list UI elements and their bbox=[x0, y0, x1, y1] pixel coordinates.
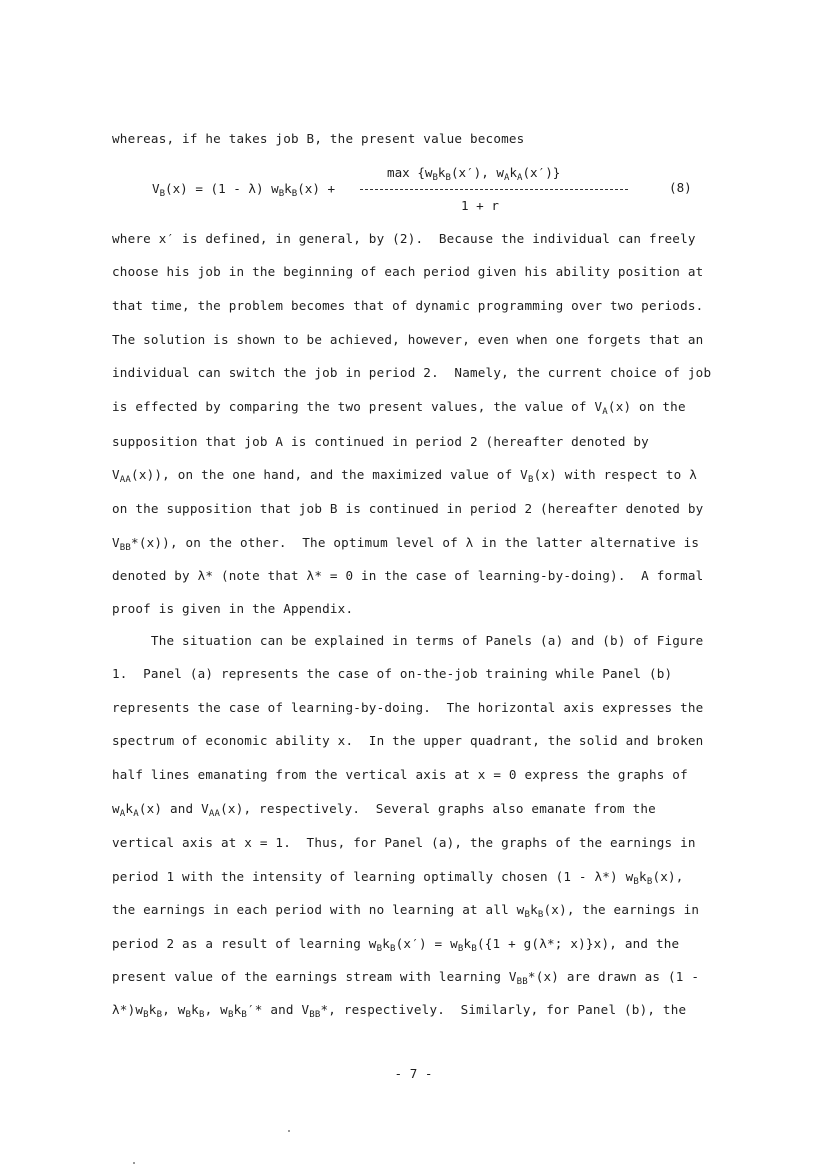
text-line: half lines emanating from the vertical axis at x = 0 express the graphs of bbox=[112, 767, 688, 782]
fraction-bar bbox=[360, 189, 628, 190]
text-line: vertical axis at x = 1. Thus, for Panel (a), the graphs of the earnings in bbox=[112, 835, 696, 850]
text-line: whereas, if he takes job B, the present value becomes bbox=[112, 131, 525, 146]
text-line: that time, the problem becomes that of dynamic programming over two periods. bbox=[112, 298, 704, 313]
text-line: $V_{BB}*(x)$), on the other. The optimum level of λ in the latter alternative is bbox=[112, 535, 700, 553]
text-line: on the supposition that job B is continued in period 2 (hereafter denoted by bbox=[112, 501, 704, 516]
text-line: period 2 as a result of learning $w_Bk_B(x') = w_Bk_B(\{1 + g(\lambda*$; x)}x), and the bbox=[112, 936, 680, 954]
text-line: spectrum of economic ability x. In the upper quadrant, the solid and broken bbox=[112, 733, 704, 748]
text-line: where x′ is defined, in general, by (2). Because the individual can freely bbox=[112, 231, 696, 246]
text-line: The situation can be explained in terms of Panels (a) and (b) of Figure bbox=[112, 633, 704, 648]
equation-number: (8) bbox=[669, 180, 692, 195]
text-line: supposition that job A is continued in period 2 (hereafter denoted by bbox=[112, 434, 649, 449]
text-line: proof is given in the Appendix. bbox=[112, 601, 354, 616]
scan-speck bbox=[288, 1130, 290, 1132]
scan-speck bbox=[133, 1162, 135, 1164]
equation-lhs: $V_B(x) = (1 - \lambda) w_Bk_B(x)$ + bbox=[152, 181, 336, 199]
text-line: period 1 with the intensity of learning optimally chosen (1 - λ*) $w_Bk_B(x)$, bbox=[112, 869, 684, 887]
text-line: represents the case of learning-by-doing. The horizontal axis expresses the bbox=[112, 700, 704, 715]
text-line: is effected by comparing the two present values, the value of $V_A(x)$ on the bbox=[112, 399, 686, 417]
text-line: $\lambda*)w_Bk_B$, $w_Bk_B$, $w_Bk_B'*$ and $V_{BB}*$, respectively. Similarly, for Panel (b), the bbox=[112, 1002, 687, 1020]
equation-numerator: $\max \{w_Bk_B(x')$, $w_Ak_A(x')$} bbox=[387, 165, 561, 183]
page-number: - 7 - bbox=[394, 1066, 433, 1081]
text-line: The solution is shown to be achieved, however, even when one forgets that an bbox=[112, 332, 704, 347]
equation-denominator: 1 + r bbox=[461, 198, 499, 213]
text-line: $V_{AA}(x)$), on the one hand, and the maximized value of $V_B(x)$ with respect to λ bbox=[112, 467, 697, 485]
text-line: 1. Panel (a) represents the case of on-the-job training while Panel (b) bbox=[112, 666, 673, 681]
text-line: present value of the earnings stream with learning $V_{BB}*(x)$ are drawn as (1 - bbox=[112, 969, 700, 987]
text-line: individual can switch the job in period 2. Namely, the current choice of job bbox=[112, 365, 712, 380]
text-line: $w_Ak_A(x)$ and $V_{AA}(x)$, respectively. Several graphs also emanate from the bbox=[112, 801, 656, 819]
text-line: the earnings in each period with no learning at all $w_Bk_B(x)$, the earnings in bbox=[112, 902, 700, 920]
text-line: choose his job in the beginning of each period given his ability position at bbox=[112, 264, 704, 279]
text-line: denoted by λ* (note that λ* = 0 in the case of learning-by-doing). A formal bbox=[112, 568, 704, 583]
